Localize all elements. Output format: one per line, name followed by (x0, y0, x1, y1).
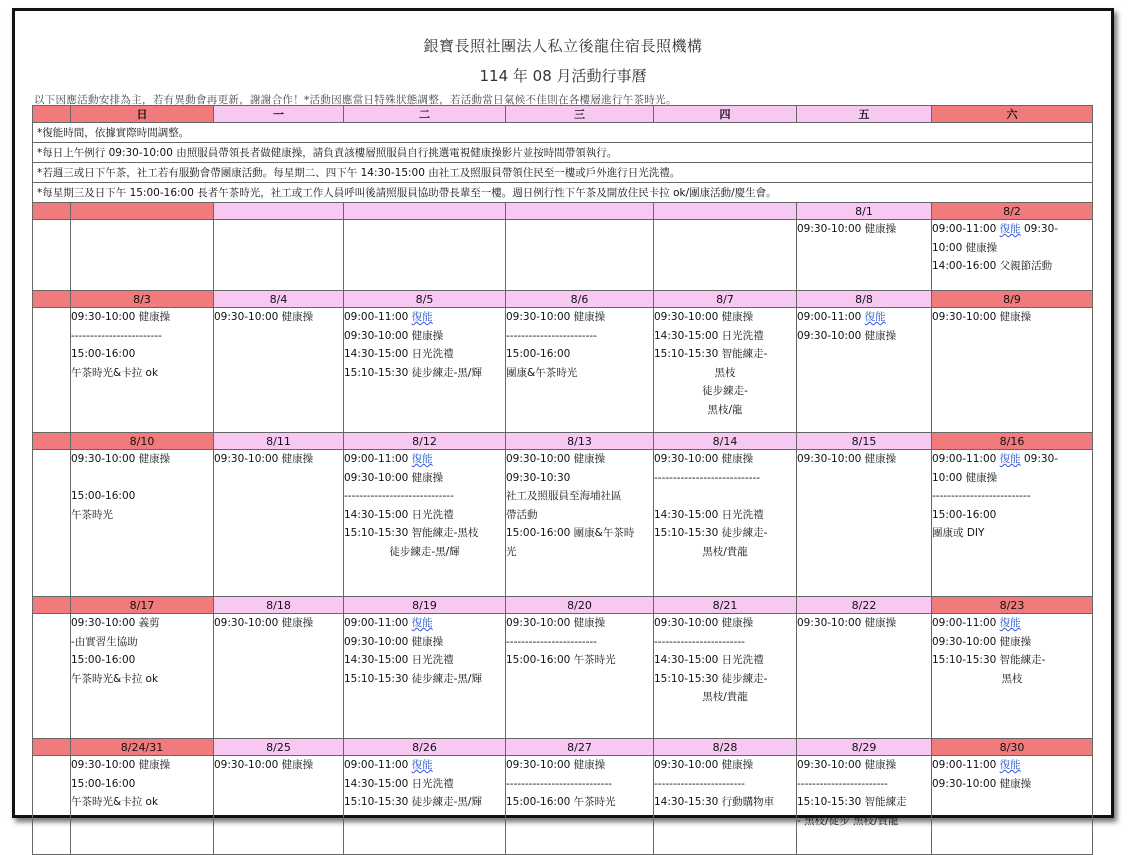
date-cell: 8/26 (344, 739, 506, 756)
day-events-cell (506, 308, 654, 433)
event-line: 15:10-15:30 智能練走-黑枝 (344, 527, 479, 539)
event-line: ----------------------------- (344, 490, 454, 502)
event-highlight: 復能 (999, 759, 1021, 771)
event-line (797, 239, 931, 258)
event-line (214, 345, 343, 364)
day-events-cell (344, 614, 506, 739)
event-line: 09:30-10:00 健康操 (214, 311, 314, 323)
week-date-row (33, 203, 1093, 220)
event-line (797, 633, 931, 652)
event-highlight: 復能 (999, 453, 1021, 465)
week-events-row (33, 614, 1093, 739)
event-line: ------------------------ (654, 777, 745, 790)
event-line: 徒步練走-黑/輝 (389, 545, 460, 558)
date-cell: 8/13 (506, 433, 654, 450)
event-line: ------------------------ (797, 777, 888, 790)
note-text: *每日上午例行 09:30-10:00 由照服員帶領長者做健康操，請負責該樓層照服員自行挑選電視健康操影片並按時間帶領執行。 (33, 143, 1093, 163)
day-events-cell (71, 614, 214, 739)
event-line: ------------------------ (71, 329, 162, 342)
event-line: 09:30-10:00 健康操 (654, 759, 754, 771)
event-line: 黑枝 (1001, 672, 1023, 685)
event-line: -由實習生協助 (71, 635, 138, 648)
day-events-cell (797, 450, 932, 597)
date-cell (71, 203, 214, 220)
event-line: 15:00-16:00 (71, 348, 136, 360)
date-cell: 8/6 (506, 291, 654, 308)
day-events-cell (214, 756, 344, 855)
event-line: 09:30-10:00 健康操 (344, 329, 444, 342)
event-line: 09:30-10:00 健康操 (797, 759, 897, 771)
event-line: 09:00-11:00 復能 (344, 453, 433, 465)
note-text: *復能時間，依據實際時間調整。 (33, 123, 1093, 143)
date-cell: 8/14 (654, 433, 797, 450)
week-events-row (33, 756, 1093, 855)
week-date-row (33, 291, 1093, 308)
event-line: 09:30-10:00 義剪 (71, 617, 160, 629)
date-cell: 8/23 (932, 597, 1093, 614)
date-cell: 8/3 (71, 291, 214, 308)
event-line (797, 345, 931, 364)
weekday-header-6: 五 (797, 106, 932, 123)
date-cell: 8/29 (797, 739, 932, 756)
event-line: 14:30-15:00 日光洗禮 (344, 508, 454, 521)
day-events-cell (654, 756, 797, 855)
event-line: ---------------------------- (654, 471, 761, 484)
event-line (797, 257, 931, 276)
event-line (214, 469, 343, 488)
day-events-cell (214, 220, 344, 291)
day-events-cell (506, 614, 654, 739)
day-events-cell (932, 756, 1093, 855)
row-marker-cell (33, 739, 71, 756)
day-events-cell (654, 450, 797, 597)
note-text: *每星期三及日下午 15:00-16:00 長者午茶時光，社工或工作人員呼叫後請照服員協助帶長輩至一樓。週日例行性下午茶及開放住民卡拉 ok/團康活動/慶生會。 (33, 183, 1093, 203)
event-line: 09:30-10:00 健康操 (932, 777, 1032, 790)
event-line: 徒步練走- (702, 385, 748, 397)
event-line: 09:30-10:00 健康操 (506, 617, 606, 629)
event-line: 15:00-16:00 午茶時光 (506, 654, 616, 666)
weekday-header-row (33, 106, 1093, 123)
note-row (33, 183, 1093, 203)
row-marker-cell (33, 450, 71, 597)
event-highlight: 復能 (999, 223, 1021, 235)
day-events-cell (797, 756, 932, 855)
event-line: 09:30-10:00 健康操 (344, 471, 444, 484)
day-events-cell (506, 756, 654, 855)
notice-text: 以下因應活動安排為主，若有異動會再更新，謝謝合作！*活動因應當日特殊狀態調整，若活動當日氣候不佳則在各樓層進行午茶時光。 (34, 94, 677, 106)
row-marker-cell (33, 614, 71, 739)
date-cell: 8/22 (797, 597, 932, 614)
event-line (214, 327, 343, 346)
date-cell: 8/30 (932, 739, 1093, 756)
weekday-header-5: 四 (654, 106, 797, 123)
day-events-cell (932, 308, 1093, 433)
event-line: 團康或 DIY (932, 527, 985, 539)
event-line: 09:30-10:00 健康操 (797, 617, 897, 629)
event-line: 15:00-16:00 午茶時光 (506, 796, 616, 808)
date-cell (214, 203, 344, 220)
day-events-cell (797, 220, 932, 291)
event-line: 15:10-15:30 徒步練走-黑/輝 (344, 366, 482, 379)
event-line: 09:30-10:00 健康操 (932, 311, 1032, 323)
org-title: 銀寶長照社團法人私立後龍住宿長照機構 (423, 37, 703, 55)
day-events-cell (71, 308, 214, 433)
note-row (33, 143, 1093, 163)
weekday-header-7: 六 (932, 106, 1093, 123)
date-cell: 8/18 (214, 597, 344, 614)
event-line: 09:30-10:00 健康操 (71, 311, 171, 323)
day-events-cell (932, 614, 1093, 739)
event-line: 09:30-10:00 健康操 (506, 453, 606, 465)
date-cell: 8/8 (797, 291, 932, 308)
week-date-row (33, 739, 1093, 756)
date-cell: 8/12 (344, 433, 506, 450)
event-highlight: 復能 (411, 617, 433, 629)
day-events-cell (71, 450, 214, 597)
event-line: 15:00-16:00 (932, 508, 997, 521)
event-line: 黑枝 (714, 366, 736, 379)
document-page (12, 8, 1114, 827)
day-events-cell (797, 308, 932, 433)
week-events-row (33, 450, 1093, 597)
row-marker-cell (33, 203, 71, 220)
row-marker-cell (33, 106, 71, 123)
event-line: 社工及照服員至海埔社區 (506, 490, 622, 502)
date-cell: 8/9 (932, 291, 1093, 308)
event-line: ---------------------------- (506, 777, 613, 790)
event-line: 09:30-10:00 健康操 (932, 635, 1032, 648)
date-cell: 8/21 (654, 597, 797, 614)
event-line: 09:00-11:00 復能 (932, 617, 1021, 629)
day-events-cell (344, 220, 506, 291)
date-cell: 8/11 (214, 433, 344, 450)
event-line (214, 775, 343, 794)
day-events-cell (71, 220, 214, 291)
date-cell: 8/15 (797, 433, 932, 450)
weekday-header-2: 一 (214, 106, 344, 123)
event-line: 14:30-15:00 日光洗禮 (654, 654, 764, 666)
event-line: 14:30-15:00 日光洗禮 (654, 329, 764, 342)
date-cell: 8/27 (506, 739, 654, 756)
event-line (654, 487, 796, 506)
date-cell: 8/1 (797, 203, 932, 220)
event-line: 15:00-16:00 (71, 777, 136, 790)
event-line: 09:30-10:00 健康操 (71, 453, 171, 465)
note-row (33, 163, 1093, 183)
event-line (932, 543, 1092, 562)
event-line: 09:30-10:00 健康操 (506, 311, 606, 323)
note-row (33, 123, 1093, 143)
event-line (71, 469, 213, 488)
event-line: 黑枝/貴龍 (702, 545, 748, 558)
weekday-header-3: 二 (344, 106, 506, 123)
row-marker-cell (33, 433, 71, 450)
event-highlight: 復能 (864, 311, 886, 323)
event-line: 09:30-10:00 健康操 (797, 453, 897, 465)
date-cell (344, 203, 506, 220)
date-cell (506, 203, 654, 220)
event-line: 15:10-15:30 智能練走 (797, 796, 907, 808)
event-line: 午茶時光&卡拉 ok (71, 366, 159, 379)
event-line: 09:30-10:00 健康操 (214, 617, 314, 629)
event-line: 14:30-15:00 日光洗禮 (654, 508, 764, 521)
event-line: 09:30-10:00 健康操 (214, 453, 314, 465)
day-events-cell (506, 450, 654, 597)
event-line: 09:00-11:00 復能 09:30- (932, 223, 1059, 235)
activity-calendar (32, 105, 1093, 855)
event-line: -------------------------- (932, 490, 1031, 502)
date-cell: 8/10 (71, 433, 214, 450)
event-line: 14:30-15:30 行動購物車 (654, 796, 775, 808)
event-line: 09:30-10:00 健康操 (654, 617, 754, 629)
event-line: 15:00-16:00 (71, 490, 136, 502)
week-date-row (33, 433, 1093, 450)
date-cell (654, 203, 797, 220)
event-line (797, 651, 931, 670)
event-line: 09:30-10:00 健康操 (797, 329, 897, 342)
date-cell: 8/2 (932, 203, 1093, 220)
day-events-cell (214, 308, 344, 433)
event-line: 15:10-15:30 徒步練走- (654, 672, 768, 685)
event-line: 09:30-10:00 健康操 (344, 635, 444, 648)
date-cell: 8/20 (506, 597, 654, 614)
day-events-cell (344, 450, 506, 597)
event-line: 15:00-16:00 (71, 654, 136, 666)
day-events-cell (214, 450, 344, 597)
event-line: 09:00-11:00 復能 09:30- (932, 453, 1059, 465)
event-line: 午茶時光&卡拉 ok (71, 796, 159, 808)
event-line: ------------------------ (654, 635, 745, 648)
day-events-cell (71, 756, 214, 855)
weekday-header-1: 日 (71, 106, 214, 123)
event-highlight: 復能 (999, 617, 1021, 629)
event-line: 09:00-11:00 復能 (344, 617, 433, 629)
note-text: *若週三或日下午茶，社工若有服勤會帶團康活動。每星期二、四下午 14:30-15:00 由社工及照服員帶領住民至一樓或戶外進行日光洗禮。 (33, 163, 1093, 183)
event-line: ------------------------ (506, 329, 597, 342)
event-line: 14:00-16:00 父親節活動 (932, 260, 1053, 272)
weekday-header-4: 三 (506, 106, 654, 123)
event-line: 09:00-11:00 復能 (344, 759, 433, 771)
row-marker-cell (33, 291, 71, 308)
day-events-cell (344, 308, 506, 433)
day-events-cell (344, 756, 506, 855)
event-line: 10:00 健康操 (932, 241, 998, 254)
event-line: 09:30-10:00 健康操 (214, 759, 314, 771)
event-line: 午茶時光&卡拉 ok (71, 672, 159, 685)
row-marker-cell (33, 308, 71, 433)
day-events-cell (654, 614, 797, 739)
event-line: 09:30-10:00 健康操 (654, 311, 754, 323)
row-marker-cell (33, 220, 71, 291)
date-cell: 8/28 (654, 739, 797, 756)
week-date-row (33, 597, 1093, 614)
event-highlight: 復能 (411, 311, 433, 323)
event-line: 09:00-11:00 復能 (932, 759, 1021, 771)
event-line: 黑枝/貴龍 (702, 691, 748, 703)
calendar-title: 114 年 08 月活動行事曆 (479, 67, 647, 85)
event-line (932, 327, 1092, 346)
event-line: 14:30-15:00 日光洗禮 (344, 348, 454, 360)
event-highlight: 復能 (411, 453, 433, 465)
day-events-cell (654, 308, 797, 433)
event-line: 帶活動 (506, 508, 538, 521)
date-cell: 8/19 (344, 597, 506, 614)
event-line: 10:00 健康操 (932, 471, 998, 484)
event-line: 09:00-11:00 復能 (797, 311, 886, 323)
row-marker-cell (33, 756, 71, 855)
date-cell: 8/5 (344, 291, 506, 308)
date-cell: 8/4 (214, 291, 344, 308)
event-line: 14:30-15:00 日光洗禮 (344, 777, 454, 790)
event-line: 15:00-16:00 (506, 348, 571, 360)
day-events-cell (932, 220, 1093, 291)
week-events-row (33, 308, 1093, 433)
date-cell: 8/24/31 (71, 739, 214, 756)
event-line (932, 793, 1092, 812)
event-line: 15:10-15:30 徒步練走- (654, 527, 768, 539)
day-events-cell (214, 614, 344, 739)
event-line (797, 469, 931, 488)
day-events-cell (506, 220, 654, 291)
event-line: 15:10-15:30 智能練走- (654, 348, 768, 360)
event-line: 團康&午茶時光 (506, 366, 578, 379)
date-cell: 8/7 (654, 291, 797, 308)
day-events-cell (932, 450, 1093, 597)
event-line: 14:30-15:00 日光洗禮 (344, 654, 454, 666)
row-marker-cell (33, 597, 71, 614)
event-line: 15:10-15:30 智能練走- (932, 654, 1046, 666)
event-line: 09:30-10:00 健康操 (506, 759, 606, 771)
day-events-cell (654, 220, 797, 291)
event-line: 15:10-15:30 徒步練走-黑/輝 (344, 796, 482, 808)
event-line: 09:30-10:00 健康操 (797, 223, 897, 235)
event-line: 09:30-10:30 (506, 471, 571, 484)
event-line: 15:10-15:30 徒步練走-黑/輝 (344, 672, 482, 685)
week-events-row (33, 220, 1093, 291)
event-line: - 黑枝/徒步 黑枝/貴龍 (797, 814, 899, 827)
event-line: 光 (506, 545, 517, 558)
day-events-cell (797, 614, 932, 739)
event-line: 15:00-16:00 團康&午茶時 (506, 527, 635, 539)
event-line: 黑枝/龍 (707, 403, 743, 416)
event-highlight: 復能 (411, 759, 433, 771)
event-line: 09:00-11:00 復能 (344, 311, 433, 323)
date-cell: 8/25 (214, 739, 344, 756)
event-line: 09:30-10:00 健康操 (654, 453, 754, 465)
date-cell: 8/16 (932, 433, 1093, 450)
date-cell: 8/17 (71, 597, 214, 614)
event-line (797, 364, 931, 383)
event-line: ------------------------ (506, 635, 597, 648)
event-line: 午茶時光 (71, 508, 113, 521)
event-line: 09:30-10:00 健康操 (71, 759, 171, 771)
